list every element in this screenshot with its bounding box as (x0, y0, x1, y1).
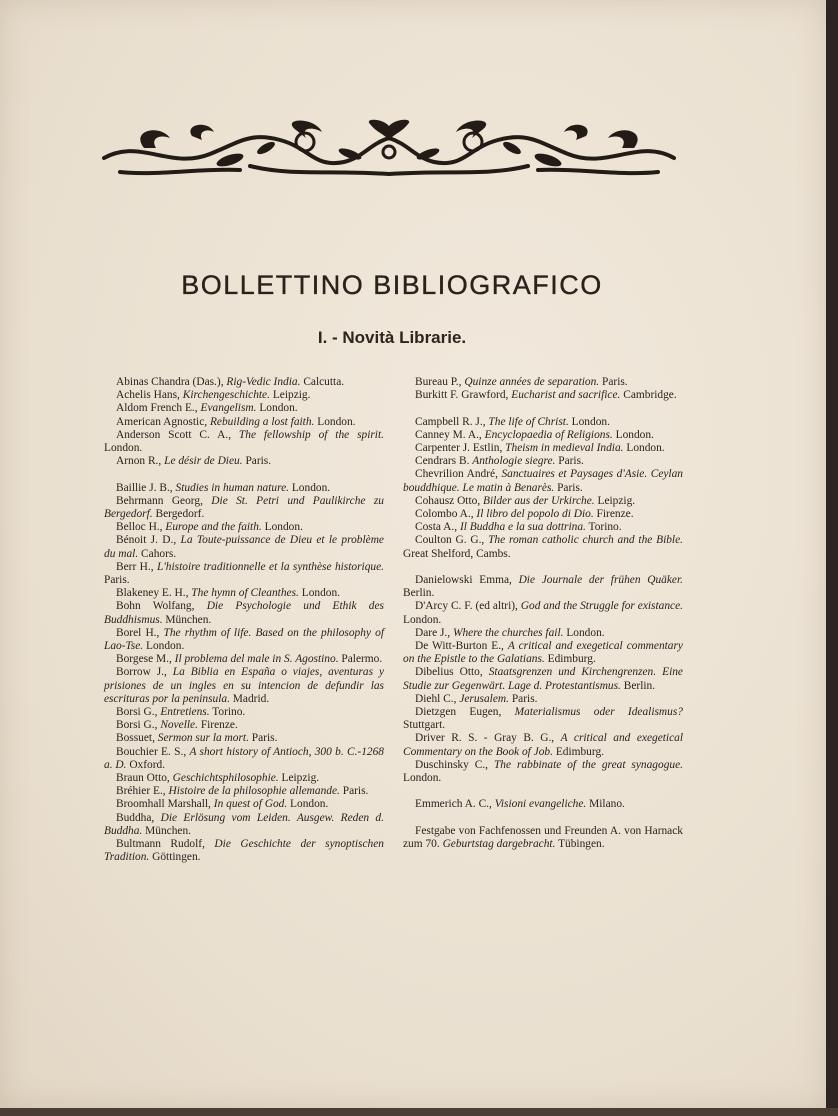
bibliography-entry (104, 732, 384, 745)
entry-publication-place: London. (146, 640, 185, 653)
entry-author: Driver R. S. - Gray B. G., (415, 732, 555, 745)
entry-publication-place: Edimburg. (547, 653, 596, 666)
entry-title: God and the Struggle for existance. (520, 600, 683, 613)
entry-publication-place: Paris. (104, 574, 130, 587)
entry-publication-place: Berlin. (403, 587, 435, 600)
bibliography-entry (104, 455, 384, 468)
entry-author: Braun Otto, (116, 772, 170, 785)
bibliography-entry (403, 600, 683, 626)
entry-author: Bossuet, (116, 732, 155, 745)
entry-publication-place: München. (165, 613, 212, 626)
entry-author: Bultmann Rudolf, (116, 838, 205, 851)
entry-title: Die Geschichte der synoptischen Tradition. (104, 838, 384, 864)
entry-publication-place: Torino. (212, 706, 246, 719)
entry-title: Die Erlösung vom Leiden. Ausgew. Reden d. Buddha. (104, 811, 384, 837)
entry-author: Aldom French E., (116, 402, 198, 415)
bibliography-entry (104, 587, 384, 600)
entry-title: The life of Christ. (488, 415, 569, 428)
entry-author: Costa A., (415, 521, 458, 534)
bibliography-entry (403, 825, 683, 851)
entry-title: Novelle. (160, 719, 198, 732)
entry-title: Jerusalem. (459, 692, 509, 705)
entry-publication-place: Leipzig. (597, 494, 636, 507)
entry-title: Kirchengeschichte. (182, 389, 270, 402)
bibliography-entry (104, 746, 384, 772)
section-heading: I. - Novità Librarie. (317, 328, 467, 347)
bibliography-entry (403, 495, 683, 508)
entry-title: Die Psychologie und Ethik des Buddhismus. (104, 600, 384, 626)
entry-author: Buddha, (116, 811, 155, 824)
page-edge-bottom (0, 1108, 838, 1116)
page-edge (826, 0, 838, 1116)
bibliography-entry (104, 706, 384, 719)
entry-author: Borsi G., (116, 719, 158, 732)
entry-title: A critical and exegetical commentary on the Epistle to the Galatians. (403, 640, 683, 666)
entry-publication-place: London. (259, 402, 298, 415)
entry-title: A critical and exegetical Commentary on the Book of Job. (403, 732, 683, 758)
entry-publication-place: Paris. (245, 455, 272, 468)
entry-publication-place: Edimburg. (555, 745, 605, 758)
entry-author: Burkitt F. Grawford, (415, 389, 509, 402)
bibliography-entry (403, 389, 683, 402)
entry-title: The fellowship of the spirit. (238, 428, 384, 441)
entry-title: Die Journale der frühen Quäker. (518, 574, 683, 587)
entry-author: Festgabe von Fachfenossen und Freunden A. von Harnack zum 70. (403, 824, 683, 851)
bibliography-entry (104, 653, 384, 666)
entry-publication-place: Firenze. (200, 719, 238, 732)
entry-title: Il libro del popolo di Dio. (476, 508, 594, 521)
entry-publication-place: Paris. (251, 732, 278, 745)
entry-author: Cohausz Otto, (415, 494, 481, 507)
bibliography-entry (104, 772, 384, 785)
entry-publication-place: London. (403, 613, 442, 626)
bibliography-entry (104, 798, 384, 811)
bibliography-entry (104, 561, 384, 587)
bibliography-entry (403, 759, 683, 785)
right-column (403, 376, 683, 851)
entry-author: Canney M. A., (415, 428, 482, 441)
entry-author: Abinas Chandra (Das.), (116, 376, 224, 388)
bibliography-entry (403, 534, 683, 560)
bibliography-entry (104, 482, 384, 495)
entry-publication-place: London. (290, 798, 329, 811)
entry-publication-place: London. (626, 442, 665, 454)
entry-title: The roman catholic church and the Bible. (488, 534, 683, 547)
bibliography-entry (403, 732, 683, 758)
entry-author: Campbell R. J., (415, 415, 486, 428)
entry-title: L'histoire traditionnelle et la synthèse historique. (157, 560, 384, 573)
entry-author: Bénoit J. D., (116, 534, 177, 547)
bibliography-entry (403, 455, 683, 468)
entry-author: Chevrilion André, (415, 468, 498, 481)
entry-title: Die St. Petri und Paulikirche zu Bergedorf. (104, 494, 384, 521)
entry-publication-place: London. (571, 415, 610, 428)
bibliography-entry (403, 442, 683, 455)
entry-title: Visioni evangeliche. (494, 798, 587, 811)
entry-title: The hymn of Cleanthes. (191, 587, 299, 600)
entry-author: Dibelius Otto, (415, 666, 483, 679)
entry-publication-place: Tübingen. (558, 838, 605, 851)
bibliography-entry (403, 429, 683, 442)
entry-author: Carpenter J. Estlin, (415, 442, 503, 454)
entry-title: Materialismus oder Idealismus? (514, 706, 683, 719)
bibliography-entry (104, 666, 384, 706)
entry-author: Belloc H., (116, 521, 163, 534)
entry-author: American Agnostic, (116, 415, 208, 428)
entry-gap (403, 402, 683, 415)
entry-title: Histoire de la philosophie allemande. (168, 785, 340, 798)
entry-publication-place: London. (317, 415, 356, 428)
entry-gap (403, 785, 683, 798)
entry-title: Il Buddha e la sua dottrina. (459, 521, 586, 534)
entry-publication-place: Paris. (602, 376, 628, 388)
entry-author: Arnon R., (116, 455, 162, 468)
entry-title: Sermon sur la mort. (157, 732, 249, 745)
entry-publication-place: Göttingen. (152, 851, 201, 864)
bibliography-entry (104, 719, 384, 732)
entry-publication-place: Stuttgart. (403, 719, 446, 732)
entry-author: D'Arcy C. F. (ed altri), (415, 600, 518, 613)
entry-author: Emmerich A. C., (415, 798, 492, 811)
bibliography-entry (104, 402, 384, 415)
entry-title: Quinze années de separation. (464, 376, 600, 388)
entry-publication-place: Berlin. (623, 679, 656, 692)
entry-publication-place: Firenze. (596, 508, 634, 521)
bibliography-entry (104, 376, 384, 389)
bibliography-entry (104, 812, 384, 838)
entry-title: Geschichtsphilosophie. (172, 772, 279, 785)
entry-title: Il problema del male in S. Agostino. (174, 653, 339, 666)
entry-author: Borel H., (116, 626, 160, 639)
entry-publication-place: Paris. (558, 455, 584, 468)
entry-author: Achelis Hans, (116, 389, 180, 402)
entry-publication-place: Milano. (589, 798, 625, 811)
entry-publication-place: London. (566, 626, 605, 639)
entry-gap (104, 468, 384, 481)
entry-author: Diehl C., (415, 692, 457, 705)
entry-title: La Biblia en España o viajes, aventuras y prisiones de un ingles en su intencion de defundir las escrituras por la peninsula. (104, 666, 384, 705)
entry-publication-place: Leipzig. (281, 772, 320, 785)
entry-publication-place: Paris. (557, 481, 583, 494)
entry-publication-place: London. (291, 481, 331, 494)
entry-gap (403, 812, 683, 825)
entry-publication-place: Leipzig. (272, 389, 311, 402)
entry-author: Bréhier E., (116, 785, 166, 798)
entry-author: Anderson Scott C. A., (116, 428, 232, 441)
bibliography-entry (104, 389, 384, 402)
entry-title: Rebuilding a lost faith. (209, 415, 315, 428)
entry-author: Borsi G., (116, 706, 158, 719)
entry-publication-place: London. (301, 587, 341, 600)
entry-title: Evangelism. (200, 402, 257, 415)
entry-publication-place: Palermo. (341, 653, 383, 666)
bibliography-entry (403, 574, 683, 600)
bibliography-entry (104, 600, 384, 626)
entry-title: Entretiens. (160, 706, 210, 719)
entry-title: Staatsgrenzen und Kirchengrenzen. Eine Studie zur Gegenwärt. Lage d. Protestantismus. (403, 666, 683, 692)
entry-author: Coulton G. G., (415, 534, 485, 547)
entry-author: Colombo A., (415, 508, 474, 521)
page-title: BOLLETTINO BIBLIOGRAFICO (181, 270, 603, 300)
bibliography-entry (403, 376, 683, 389)
entry-publication-place: Paris. (511, 692, 538, 705)
entry-author: Bohn Wolfang, (116, 600, 195, 613)
entry-publication-place: London. (615, 428, 654, 441)
entry-author: Blakeney E. H., (116, 587, 189, 600)
entry-title: Where the churches fail. (452, 626, 564, 639)
entry-title: Theism in medieval India. (505, 442, 624, 454)
entry-title: Geburtstag dargebracht. (442, 838, 556, 851)
entry-title: La Toute-puissance de Dieu et le problème du mal. (104, 534, 384, 560)
entry-title: Rig-Vedic India. (226, 376, 301, 388)
bibliography-entry (403, 627, 683, 640)
entry-author: Dare J., (415, 626, 451, 639)
entry-publication-place: Bergedorf. (155, 508, 205, 521)
entry-title: In quest of God. (213, 798, 288, 811)
entry-publication-place: Paris. (342, 785, 369, 798)
entry-author: Berr H., (116, 560, 154, 573)
entry-publication-place: Calcutta. (303, 376, 345, 388)
entry-publication-place: Torino. (588, 521, 622, 534)
entry-title: Bilder aus der Urkirche. (483, 494, 595, 507)
entry-author: Bouchier E. S., (116, 745, 187, 758)
left-column (104, 376, 384, 865)
entry-author: Dietzgen Eugen, (415, 706, 502, 719)
entry-publication-place: London. (264, 521, 303, 534)
bibliography-entry (403, 508, 683, 521)
entry-gap (403, 561, 683, 574)
bibliography-entry (403, 666, 683, 692)
entry-title: The rhythm of life. Based on the philosophy of Lao-Tse. (104, 626, 384, 653)
bibliography-entry (104, 627, 384, 653)
entry-author: Cendrars B. (415, 455, 470, 468)
entry-author: Baillie J. B., (116, 481, 173, 494)
entry-title: Le désir de Dieu. (164, 455, 243, 468)
entry-author: Broomhall Marshall, (116, 798, 211, 811)
entry-publication-place: Great Shelford, Cambs. (403, 547, 511, 560)
entry-publication-place: London. (403, 772, 442, 785)
bibliography-entry (104, 785, 384, 798)
entry-title: Anthologie siegre. (472, 455, 556, 468)
bibliography-entry (104, 521, 384, 534)
entry-title: Eucharist and sacrifice. (511, 389, 621, 402)
entry-author: Duschinsky C., (415, 758, 489, 771)
entry-publication-place: München. (145, 824, 192, 837)
entry-publication-place: Oxford. (129, 758, 166, 771)
entry-title: Studies in human nature. (175, 481, 289, 494)
entry-title: The rabbinate of the great synagogue. (493, 758, 683, 771)
bibliography-entry (104, 838, 384, 864)
entry-author: De Witt-Burton E., (415, 640, 504, 653)
decorative-vine-ornament (100, 118, 678, 180)
entry-author: Danielowski Emma, (415, 574, 512, 587)
bibliography-entry (104, 429, 384, 455)
entry-title: Europe and the faith. (165, 521, 262, 534)
bibliography-entry (403, 468, 683, 494)
bibliography-entry (104, 495, 384, 521)
bibliography-entry (403, 798, 683, 811)
entry-publication-place: Cahors. (141, 547, 177, 560)
entry-author: Bureau P., (415, 376, 462, 388)
entry-publication-place: Cambridge. (623, 389, 677, 402)
entry-title: A short history of Antioch, 300 b. C.-1268 a. D. (104, 745, 384, 771)
entry-publication-place: Madrid. (232, 692, 270, 705)
bibliography-entry (403, 693, 683, 706)
entry-author: Borgese M., (116, 653, 172, 666)
bibliography-entry (104, 534, 384, 560)
bibliography-entry (403, 521, 683, 534)
bibliography-entry (403, 416, 683, 429)
entry-title: Encyclopaedia of Religions. (484, 428, 613, 441)
bibliography-entry (403, 640, 683, 666)
entry-title: Sanctuaires et Paysages d'Asie. Ceylan bouddhique. Le matin à Benarès. (403, 468, 683, 494)
bibliography-entry (104, 416, 384, 429)
entry-publication-place: London. (104, 442, 143, 455)
entry-author: Behrmann Georg, (116, 494, 203, 507)
bibliography-entry (403, 706, 683, 732)
entry-author: Borrow J., (116, 666, 167, 679)
